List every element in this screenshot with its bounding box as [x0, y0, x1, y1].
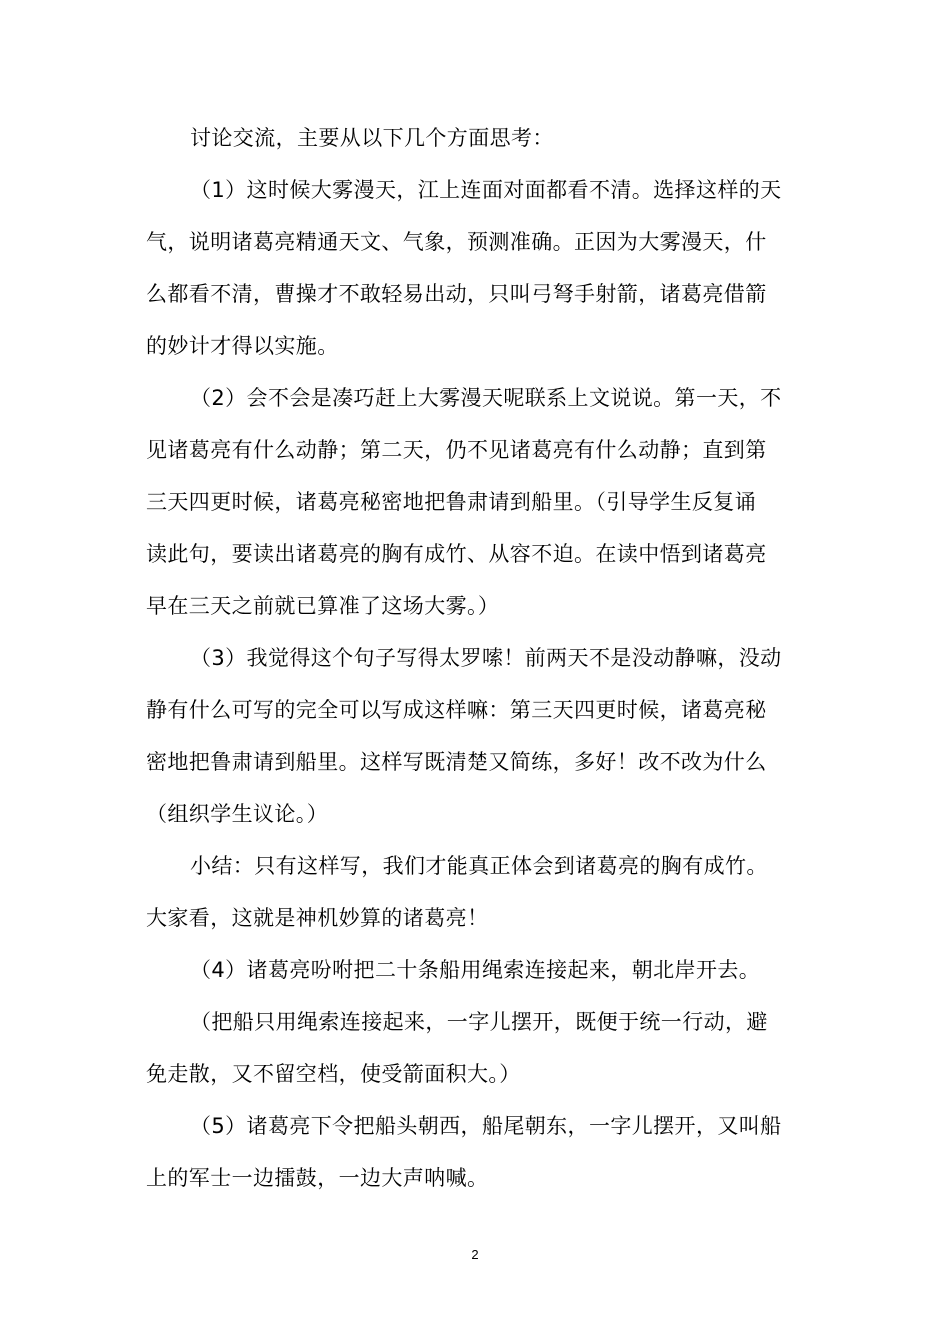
text-line: 密地把鲁肃请到船里。这样写既清楚又简练，多好！改不改为什么 [146, 750, 767, 774]
text-line: 早在三天之前就已算准了这场大雾。） [146, 594, 500, 618]
text-line: 静有什么可写的完全可以写成这样嘛：第三天四更时候，诸葛亮秘 [146, 698, 767, 722]
text-line: 大家看，这就是神机妙算的诸葛亮！ [146, 906, 489, 930]
text-line: （组织学生议论。） [146, 802, 329, 826]
text-line: 读此句，要读出诸葛亮的胸有成竹、从容不迫。在读中悟到诸葛亮 [146, 542, 767, 566]
text-line: 三天四更时候，诸葛亮秘密地把鲁肃请到船里。（引导学生反复诵 [146, 490, 757, 514]
text-line: 的妙计才得以实施。 [146, 334, 339, 358]
text-line: （1）这时候大雾漫天，江上连面对面都看不清。选择这样的天 [190, 178, 782, 202]
text-line: 么都看不清，曹操才不敢轻易出动，只叫弓弩手射箭，诸葛亮借箭 [146, 282, 767, 306]
text-line: （把船只用绳索连接起来，一字儿摆开，既便于统一行动，避 [190, 1010, 768, 1034]
text-line: 讨论交流，主要从以下几个方面思考： [190, 126, 554, 150]
text-line: 见诸葛亮有什么动静；第二天，仍不见诸葛亮有什么动静；直到第 [146, 438, 767, 462]
page-number: 2 [471, 1247, 479, 1262]
text-line: （5）诸葛亮下令把船头朝西，船尾朝东，一字儿摆开，又叫船 [190, 1114, 782, 1138]
text-line: 免走散，又不留空档，使受箭面积大。） [146, 1062, 521, 1086]
text-line: 小结：只有这样写，我们才能真正体会到诸葛亮的胸有成竹。 [190, 854, 768, 878]
text-line: （4）诸葛亮吩咐把二十条船用绳索连接起来，朝北岸开去。 [190, 958, 761, 982]
text-line: （3）我觉得这个句子写得太罗嗦！前两天不是没动静嘛，没动 [190, 646, 782, 670]
text-line: （2）会不会是凑巧赶上大雾漫天呢联系上文说说。第一天，不 [190, 386, 782, 410]
text-line: 气，说明诸葛亮精通天文、气象，预测准确。正因为大雾漫天，什 [146, 230, 767, 254]
text-line: 上的军士一边擂鼓，一边大声呐喊。 [146, 1166, 489, 1190]
